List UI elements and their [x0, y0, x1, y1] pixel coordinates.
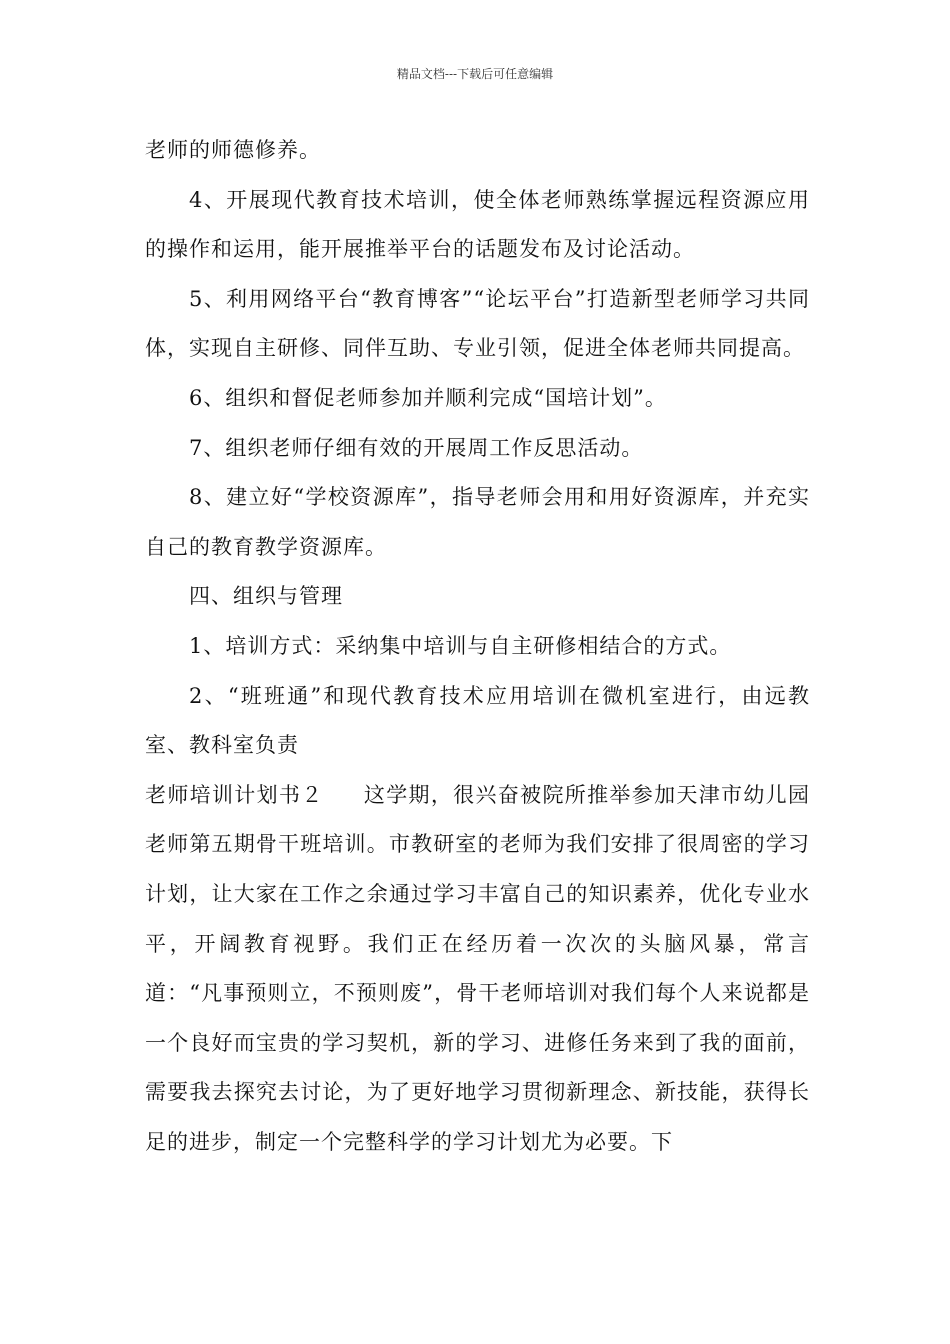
paragraph-plan-2	[145, 771, 810, 1168]
plan-title: 老师培训计划书２	[145, 782, 324, 807]
paragraph-management-1: 1、培训方式：采纳集中培训与自主研修相结合的方式。	[189, 633, 732, 658]
paragraph-continuation: 老师的师德修养。	[145, 138, 321, 162]
paragraph-item-5: 5、利用网络平台“教育博客”“论坛平台”打造新型老师学习共同体，实现自主研修、同伴互助、专业引领，促进全体老师共同提高。	[145, 286, 810, 361]
paragraph-item-4: 4、开展现代教育技术培训，使全体老师熟练掌握远程资源应用的操作和运用，能开展推举平台的话题发布及讨论活动。	[145, 187, 810, 262]
paragraph-item-8: 8、建立好“学校资源库”，指导老师会用和用好资源库，并充实自己的教育教学资源库。	[145, 485, 810, 559]
plan-body: 这学期，很兴奋被院所推举参加天津市幼儿园老师第五期骨干班培训。市教研室的老师为我们安排了很周密的学习计划，让大家在工作之余通过学习丰富自己的知识素养，优化专业水平，开阔教育视野。我们正在经历着一次次的头脑风暴，常言道：“凡事预则立，不预则废”，骨干老师培训对我们每个人来说都是一个良好而宝贵的学习契机，新的学习、进修任务来到了我的面前，需要我去探究去讨论，为了更好地学习贯彻新理念、新技能，获得长足的进步，制定一个完整科学的学习计划尤为必要。下	[145, 782, 811, 1154]
paragraph-management-2: 2、“班班通”和现代教育技术应用培训在微机室进行，由远教室、教科室负责	[145, 683, 810, 758]
paragraph-item-7: 7、组织老师仔细有效的开展周工作反思活动。	[189, 435, 644, 460]
page-header: 精品文档---下载后可任意编辑	[396, 67, 554, 81]
paragraph-item-6: 6、组织和督促老师参加并顺利完成“国培计划”。	[189, 385, 667, 410]
section-heading: 四、组织与管理	[189, 584, 343, 609]
document-body	[145, 126, 810, 1167]
